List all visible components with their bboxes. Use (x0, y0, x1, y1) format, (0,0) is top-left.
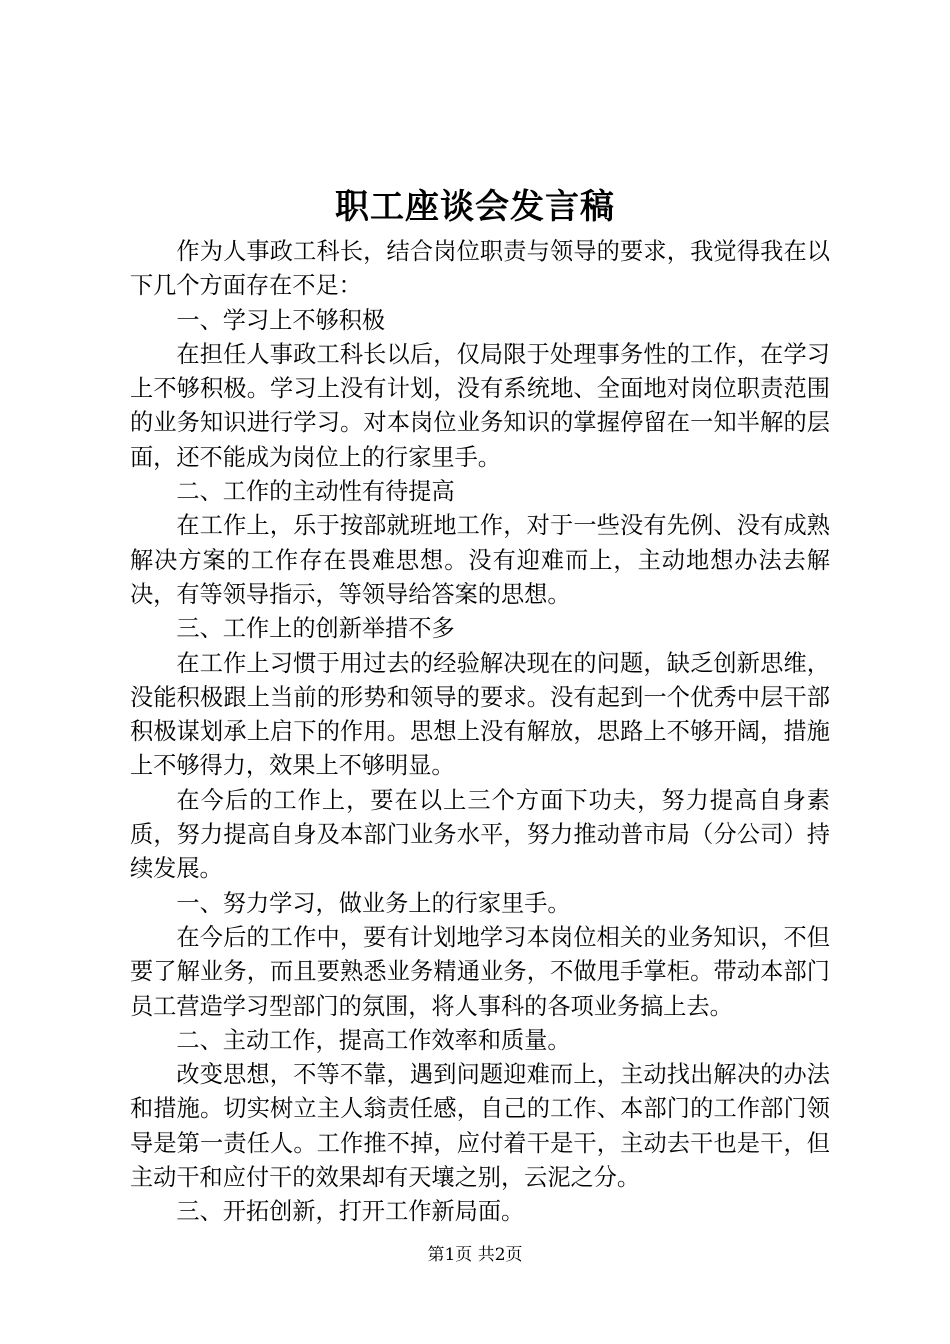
paragraph-initiative: 在工作上，乐于按部就班地工作，对于一些没有先例、没有成熟解决方案的工作存在畏难思想。没有迎难而上，主动地想办法去解决，有等领导指示，等领导给答案的思想。 (130, 512, 830, 608)
paragraph-plan-proactive: 改变思想，不等不靠，遇到问题迎难而上，主动找出解决的办法和措施。切实树立主人翁责任感，自己的工作、本部门的工作部门领导是第一责任人。工作推不掉，应付着干是干，主动去干也是干，但主动干和应付干的效果却有天壤之别，云泥之分。 (130, 1061, 830, 1192)
plan-heading-2: 二、主动工作，提高工作效率和质量。 (176, 1026, 571, 1054)
section-heading-1: 一、学习上不够积极 (176, 306, 386, 334)
plan-heading-3: 三、开拓创新，打开工作新局面。 (176, 1198, 525, 1226)
plan-heading-1: 一、努力学习，做业务上的行家里手。 (176, 889, 571, 917)
document-body (130, 235, 830, 1230)
paragraph-innovation: 在工作上习惯于用过去的经验解决现在的问题，缺乏创新思维，没能积极跟上当前的形势和领导的要求。没有起到一个优秀中层干部积极谋划承上启下的作用。思想上没有解放，思路上不够开阔，措施上不够得力，效果上不够明显。 (130, 649, 830, 780)
intro-paragraph: 作为人事政工科长，结合岗位职责与领导的要求，我觉得我在以下几个方面存在不足： (130, 238, 830, 300)
section-heading-3: 三、工作上的创新举措不多 (176, 615, 455, 643)
document-title: 职工座谈会发言稿 (335, 187, 615, 227)
page-footer: 第1页 共2页 (427, 1245, 523, 1265)
paragraph-plan-learning: 在今后的工作中，要有计划地学习本岗位相关的业务知识，不但要了解业务，而且要熟悉业务精通业务，不做甩手掌柜。带动本部门员工营造学习型部门的氛围，将人事科的各项业务搞上去。 (130, 923, 830, 1020)
section-heading-2: 二、工作的主动性有待提高 (176, 478, 455, 506)
paragraph-learning: 在担任人事政工科长以后，仅局限于处理事务性的工作，在学习上不够积极。学习上没有计划，没有系统地、全面地对岗位职责范围的业务知识进行学习。对本岗位业务知识的掌握停留在一知半解的层面，还不能成为岗位上的行家里手。 (130, 340, 830, 471)
paragraph-future: 在今后的工作上，要在以上三个方面下功夫，努力提高自身素质，努力提高自身及本部门业务水平，努力推动普市局（分公司）持续发展。 (130, 786, 830, 883)
